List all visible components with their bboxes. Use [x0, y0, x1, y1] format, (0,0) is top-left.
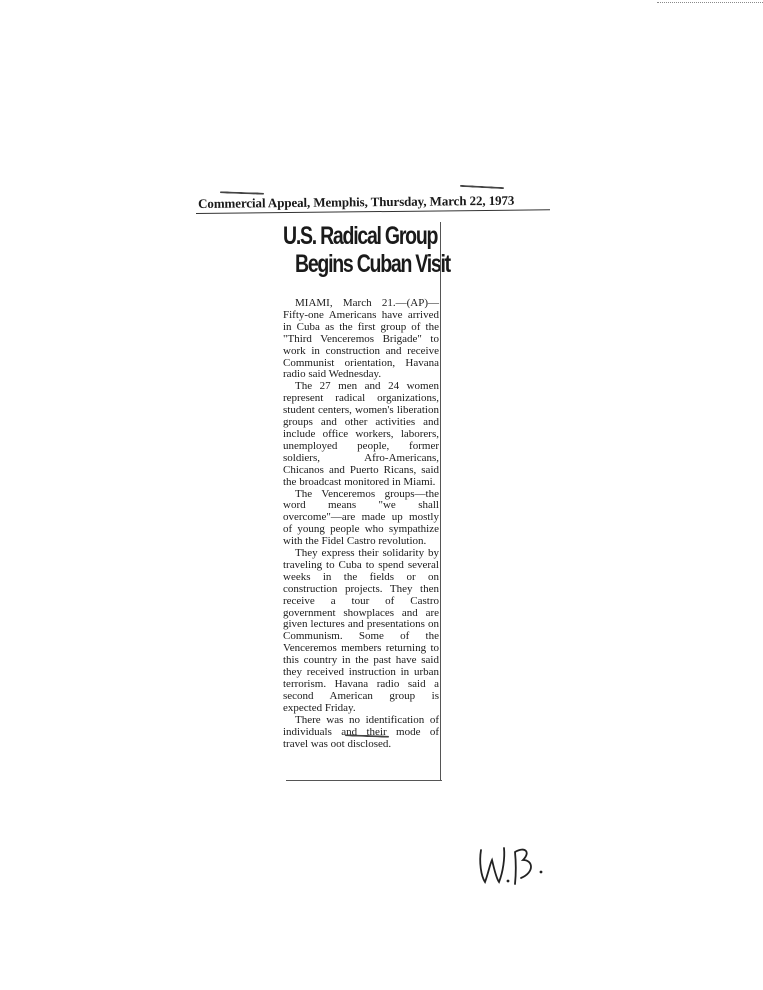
article-paragraph: MIAMI, March 21.—(AP)—Fifty-one Americans have arrived in Cuba as the first group of the "Third Venceremos Brigade" to work in construction and receive Communist orientation, Havana radio said Wednesday.: [283, 297, 439, 381]
pen-mark: [460, 185, 504, 189]
scan-edge-mark: [657, 2, 763, 3]
headline-line-1: U.S. Radical Group: [283, 222, 438, 250]
headline: [283, 222, 450, 288]
clipping-bottom-edge: [286, 780, 442, 781]
news-clipping: [283, 222, 450, 750]
headline-line-2: Begins Cuban Visit: [295, 250, 450, 278]
newspaper-dateline: Commercial Appeal, Memphis, Thursday, March 22, 1973: [198, 192, 515, 211]
article-paragraph: They express their solidarity by traveling to Cuba to spend several weeks in the fields or on construction projects. They then receive a tour of Castro government showplaces and are given lectures and presentations on Communism. Some of the Venceremos members returning to this country in the past have said they received instruction in urban terrorism. Havana radio said a second American group is expected Friday.: [283, 547, 439, 714]
initials-drawing: [475, 842, 555, 886]
article-paragraph: The Venceremos groups—the word means "we shall overcome"—are made up mostly of young people who sympathize with the Fidel Castro revolution.: [283, 487, 439, 548]
article-paragraph: There was no identification of individuals and their mode of travel was oot disclosed.: [283, 713, 439, 750]
article-body: [283, 298, 439, 750]
article-paragraph: The 27 men and 24 women represent radical organizations, student centers, women's liberation groups and other activities and include office workers, laborers, unemployed people, former soldiers, Afro-Americans, Chicanos and Puerto Ricans, said the broadcast monitored in Miami.: [283, 380, 439, 488]
clipping-edge: [440, 222, 441, 780]
handwritten-initials: [475, 842, 555, 886]
pen-mark: [220, 191, 264, 195]
